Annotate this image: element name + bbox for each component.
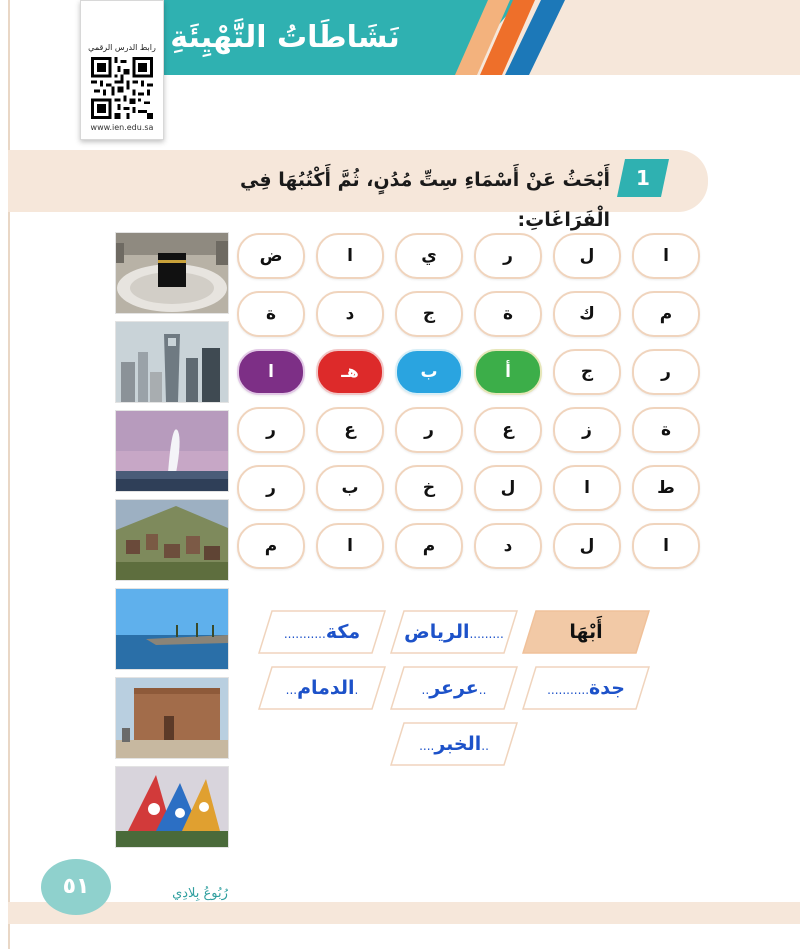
- answer-text: ..عرعر..: [421, 677, 487, 699]
- answer-field[interactable]: [390, 722, 518, 766]
- grid-cell[interactable]: ر: [237, 465, 305, 511]
- answer-text: .........الرياض: [404, 621, 504, 643]
- grid-cell[interactable]: ل: [553, 523, 621, 569]
- photo-khobar-corniche: [115, 588, 229, 670]
- answer-field-example: [522, 610, 650, 654]
- grid-cell[interactable]: ل: [553, 233, 621, 279]
- grid-cell[interactable]: م: [237, 523, 305, 569]
- letter-grid: [236, 233, 706, 573]
- answer-text: مكة...........: [283, 621, 361, 643]
- qr-caption: رابط الدرس الرقمي: [88, 43, 156, 52]
- grid-cell[interactable]: ض: [237, 233, 305, 279]
- footer-band: [8, 902, 800, 924]
- answer-text: .الدمام...: [285, 677, 359, 699]
- grid-cell[interactable]: ج: [395, 291, 463, 337]
- exercise-number-badge: [615, 157, 671, 199]
- answer-field[interactable]: [390, 666, 518, 710]
- grid-cell[interactable]: ا: [316, 233, 384, 279]
- page-number: ٥١: [62, 874, 90, 899]
- grid-cell[interactable]: ة: [474, 291, 542, 337]
- photo-jeddah-fountain: [115, 410, 229, 492]
- grid-cell[interactable]: ك: [553, 291, 621, 337]
- grid-cell[interactable]: ج: [553, 349, 621, 395]
- grid-cell[interactable]: ع: [316, 407, 384, 453]
- photo-arar-fort: [115, 677, 229, 759]
- page-margin-line: [8, 0, 10, 949]
- grid-cell[interactable]: ر: [237, 407, 305, 453]
- qr-url[interactable]: www.ien.edu.sa: [90, 123, 154, 132]
- answer-text: جدة...........: [547, 677, 625, 699]
- grid-cell[interactable]: ر: [474, 233, 542, 279]
- grid-cell[interactable]: م: [395, 523, 463, 569]
- photo-abha-village: [115, 499, 229, 581]
- answer-text: ..الخبر....: [419, 733, 489, 755]
- grid-cell[interactable]: ي: [395, 233, 463, 279]
- grid-cell[interactable]: د: [474, 523, 542, 569]
- grid-cell[interactable]: ل: [474, 465, 542, 511]
- grid-cell[interactable]: خ: [395, 465, 463, 511]
- qr-code-icon[interactable]: [91, 57, 153, 119]
- photo-riyadh-skyline: [115, 321, 229, 403]
- grid-cell[interactable]: ط: [632, 465, 700, 511]
- grid-cell[interactable]: ع: [474, 407, 542, 453]
- qr-code-card[interactable]: [80, 0, 164, 140]
- answer-field[interactable]: [390, 610, 518, 654]
- exercise-instruction: أَبْحَثُ عَنْ أَسْمَاءِ سِتِّ مُدُنٍ، ثُمَّ أَكْتُبُهَا فِي الْفَرَاغَاتِ:: [239, 169, 610, 231]
- grid-cell[interactable]: ب: [316, 465, 384, 511]
- photo-makkah-kaaba: [115, 232, 229, 314]
- answer-field[interactable]: [258, 610, 386, 654]
- section-title: نَشَاطَاتُ التَّهْيِئَةِ: [170, 20, 400, 55]
- grid-cell[interactable]: م: [632, 291, 700, 337]
- grid-cell[interactable]: ر: [632, 349, 700, 395]
- grid-cell-highlighted[interactable]: ب: [395, 349, 463, 395]
- grid-cell[interactable]: ز: [553, 407, 621, 453]
- grid-cell-highlighted[interactable]: أ: [474, 349, 542, 395]
- grid-cell[interactable]: ا: [553, 465, 621, 511]
- grid-cell[interactable]: ا: [632, 523, 700, 569]
- grid-cell[interactable]: ا: [632, 233, 700, 279]
- photo-dammam-landmark: [115, 766, 229, 848]
- grid-cell[interactable]: ة: [632, 407, 700, 453]
- grid-cell-highlighted[interactable]: هـ: [316, 349, 384, 395]
- grid-cell[interactable]: د: [316, 291, 384, 337]
- answer-field[interactable]: [258, 666, 386, 710]
- unit-title: رُبُوعُ بِلادِي: [172, 886, 228, 901]
- grid-cell-highlighted[interactable]: ا: [237, 349, 305, 395]
- answer-text: أَبْهَا: [569, 621, 603, 643]
- grid-cell[interactable]: ر: [395, 407, 463, 453]
- grid-cell[interactable]: ا: [316, 523, 384, 569]
- answer-field[interactable]: [522, 666, 650, 710]
- grid-cell[interactable]: ة: [237, 291, 305, 337]
- exercise-number: 1: [636, 166, 650, 190]
